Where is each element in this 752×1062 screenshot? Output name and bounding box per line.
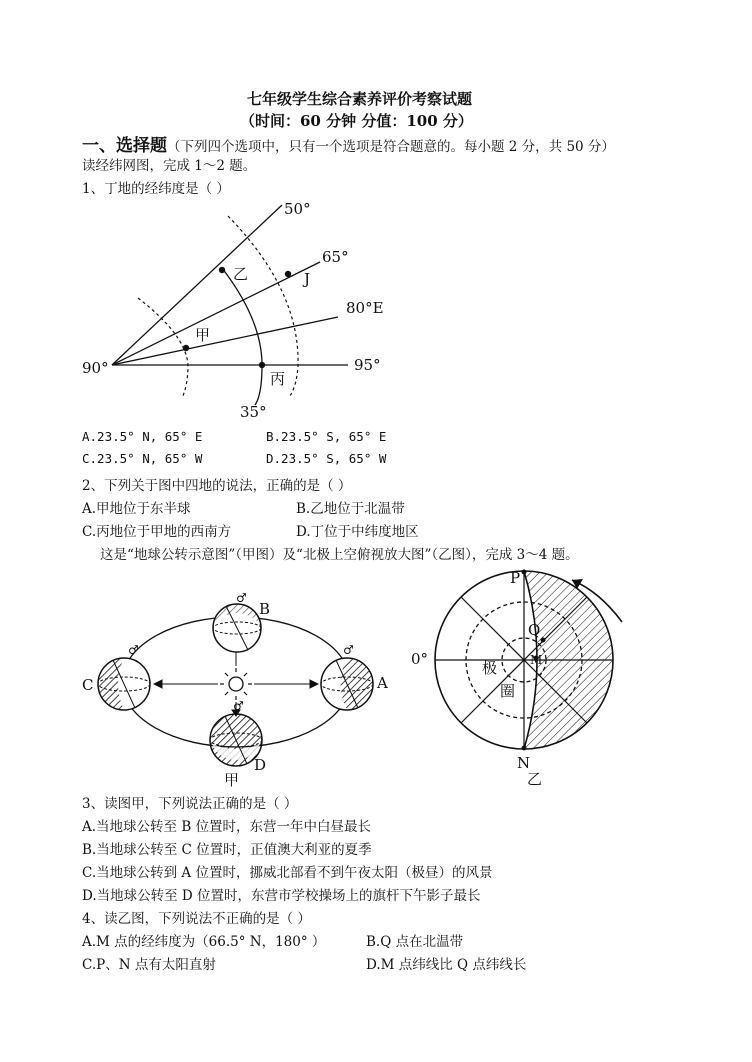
q1-option-d[interactable]: D.23.5° S, 65° W [266, 451, 387, 466]
q1-option-a[interactable]: A.23.5° N, 65° E [82, 429, 203, 444]
q4-stem: 4、读乙图，下列说法不正确的是（ ） [82, 911, 311, 927]
meridian-65 [112, 262, 320, 365]
label-p: P [510, 569, 521, 587]
point-yi [219, 267, 225, 273]
q3-stem: 3、读图甲，下列说法正确的是（ ） [82, 796, 298, 812]
q2-option-b[interactable]: B.乙地位于北温带 [296, 501, 405, 517]
label-q: Q [528, 621, 541, 639]
q3-option-c[interactable]: C.当地球公转到 A 位置时，挪威北部看不到午夜太阳（极昼）的风景 [82, 865, 493, 881]
q3-option-d[interactable]: D.当地球公转至 D 位置时，东营市学校操场上的旗杆下午影子最长 [82, 888, 481, 904]
earth-d [210, 699, 266, 788]
figure-yi-caption: 乙 [527, 770, 543, 788]
point-bing [259, 362, 265, 368]
label-earth-a: A [377, 674, 388, 692]
exam-subtitle: （时间：60 分钟 分值：100 分） [240, 112, 473, 130]
q2-stem: 2、下列关于图中四地的说法，正确的是（ ） [82, 478, 352, 494]
label-yi: 乙 [233, 265, 249, 283]
label-jia: 甲 [195, 326, 211, 344]
meridian-80 [112, 317, 338, 365]
label-ding: J [304, 270, 311, 288]
q4-option-a[interactable]: A.M 点的经纬度为（66.5° N，180° ） [82, 934, 326, 950]
q1-stem: 1、丁地的经纬度是（ ） [82, 181, 230, 197]
latitude-35-arc [222, 268, 262, 405]
q3-option-a[interactable]: A.当地球公转至 B 位置时，东营一年中白昼最长 [82, 819, 372, 835]
q1-option-b[interactable]: B.23.5° S, 65° E [266, 429, 387, 444]
intro-2: 这是“地球公转示意图”（甲图）及“北极上空俯视放大图”（乙图），完成 3～4 题。 [100, 547, 579, 563]
label-ji: 极 [482, 659, 498, 677]
earth-c [82, 643, 150, 710]
q2-option-a[interactable]: A.甲地位于东半球 [82, 501, 191, 517]
label-earth-d: D [254, 756, 267, 774]
figure-jia-caption: 甲 [224, 771, 240, 788]
label-earth-c: C [82, 676, 94, 694]
q1-option-c[interactable]: C.23.5° N, 65° W [82, 451, 203, 466]
lat-lon-grid-figure [80, 195, 400, 425]
section-title: 一、选择题 [82, 136, 167, 156]
svg-text:♂: ♂ [128, 643, 139, 657]
label-quan: 圈 [500, 682, 516, 700]
q4-option-b[interactable]: B.Q 点在北温带 [366, 934, 464, 950]
q4-option-d[interactable]: D.M 点纬线比 Q 点纬线长 [366, 957, 527, 973]
latitude-outer-arc [228, 216, 298, 396]
label-earth-b: B [259, 600, 271, 618]
point-p [522, 570, 527, 575]
sun-icon [220, 668, 252, 700]
point-ding [285, 271, 291, 277]
q4-option-c[interactable]: C.P、N 点有太阳直射 [82, 957, 216, 973]
earth-a [321, 643, 388, 710]
label-65: 65° [322, 248, 349, 266]
q2-option-d[interactable]: D.丁位于中纬度地区 [296, 524, 419, 540]
section-instruction: （下列四个选项中，只有一个选项是符合题意的。每小题 2 分，共 50 分） [167, 139, 615, 155]
point-q [541, 638, 546, 643]
svg-text:♂: ♂ [343, 643, 354, 657]
earth-b [213, 591, 270, 652]
intro-1: 读经纬网图，完成 1～2 题。 [82, 158, 257, 174]
label-bing: 丙 [270, 370, 286, 388]
label-90: 90° [82, 359, 109, 377]
exam-title: 七年级学生综合素养评价考察试题 [247, 90, 473, 108]
north-pole-view-figure [408, 562, 648, 792]
q3-option-b[interactable]: B.当地球公转至 C 位置时，正值澳大利亚的夏季 [82, 842, 372, 858]
section-heading [82, 131, 615, 156]
svg-text:♂: ♂ [236, 591, 247, 605]
label-80e: 80°E [346, 299, 384, 317]
q2-option-c[interactable]: C.丙地位于甲地的西南方 [82, 524, 232, 540]
label-95: 95° [354, 356, 381, 374]
label-m: M [530, 653, 543, 667]
label-n: N [517, 754, 531, 772]
earth-revolution-figure [78, 568, 398, 788]
label-zero: 0° [411, 650, 429, 668]
label-35: 35° [240, 403, 267, 421]
label-50: 50° [284, 200, 311, 218]
point-jia [183, 345, 189, 351]
point-n [522, 746, 527, 751]
svg-text:♂: ♂ [233, 699, 244, 713]
